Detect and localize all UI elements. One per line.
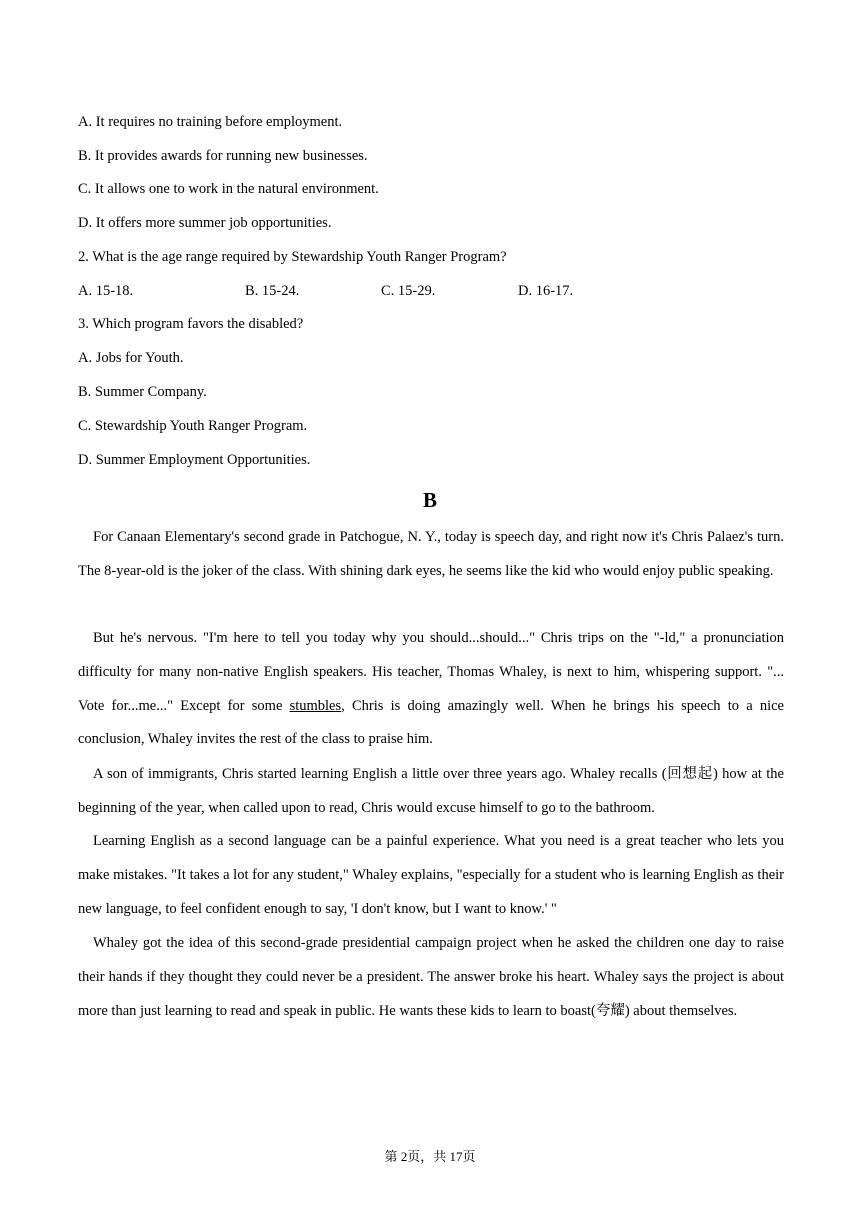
- q2-option-d: D. 16-17.: [518, 283, 574, 299]
- passage-paragraph-5: Whaley got the idea of this second-grade presidential campaign project when he asked the children one day to raise their hands if they thought they could never be a president. The answer broke his heart. Whaley says the project is about more than just learning to read and speak in public. He wants these kids to learn to boast(夸耀) about themselves.: [78, 935, 784, 1019]
- q2-option-c: C. 15-29.: [381, 283, 436, 299]
- section-heading: B: [422, 488, 437, 512]
- q3-option-b: B. Summer Company.: [78, 384, 207, 400]
- page-footer: 第 2页，共 17页: [384, 1149, 476, 1164]
- q2-stem: 2. What is the age range required by Stewardship Youth Ranger Program?: [78, 249, 507, 265]
- q3-stem: 3. Which program favors the disabled?: [78, 316, 304, 332]
- paragraph-2-text-end: , Chris is doing amazingly well. When he brings his speech to a nice conclusion, Whaley invites the rest of the class to praise him.: [78, 697, 784, 748]
- q2-option-b: B. 15-24.: [245, 283, 300, 299]
- q3-option-d: D. Summer Employment Opportunities.: [78, 452, 311, 468]
- q2-option-a: A. 15-18.: [78, 283, 134, 299]
- q1-option-a: A. It requires no training before employment.: [78, 114, 343, 130]
- q3-option-c: C. Stewardship Youth Ranger Program.: [78, 418, 308, 434]
- passage-paragraph-2: [78, 622, 784, 757]
- passage-paragraph-3: A son of immigrants, Chris started learning English a little over three years ago. Whaley recalls (回想起) how at the beginning of the year, when called upon to read, Chris would excuse himself to go to the bathroom.: [78, 766, 784, 816]
- paragraph-2-text-start: But he's nervous. "I'm here to tell you today why you should...should..." Chris trips on the "-ld," a pronunciation difficulty for many non-native English speakers. His teacher, Thomas Whaley, is next to him, whispering support. "... Vote for...me..." Except for some: [78, 630, 784, 714]
- q1-option-b: B. It provides awards for running new businesses.: [78, 148, 368, 164]
- q1-option-d: D. It offers more summer job opportunities.: [78, 215, 332, 231]
- q3-option-a: A. Jobs for Youth.: [78, 350, 184, 366]
- passage-paragraph-1: For Canaan Elementary's second grade in Patchogue, N. Y., today is speech day, and right now it's Chris Palaez's turn. The 8-year-old is the joker of the class. With shining dark eyes, he seems like the kid who would enjoy public speaking.: [78, 529, 784, 579]
- q2-options-row: [78, 281, 778, 301]
- q1-option-c: C. It allows one to work in the natural environment.: [78, 181, 379, 197]
- passage-paragraph-4: Learning English as a second language can be a painful experience. What you need is a great teacher who lets you make mistakes. "It takes a lot for any student," Whaley explains, "especially for a student who is learning English as their new language, to feel confident enough to say, 'I don't know, but I want to know.' ": [78, 833, 784, 917]
- underlined-word-stumbles: stumbles: [289, 697, 342, 714]
